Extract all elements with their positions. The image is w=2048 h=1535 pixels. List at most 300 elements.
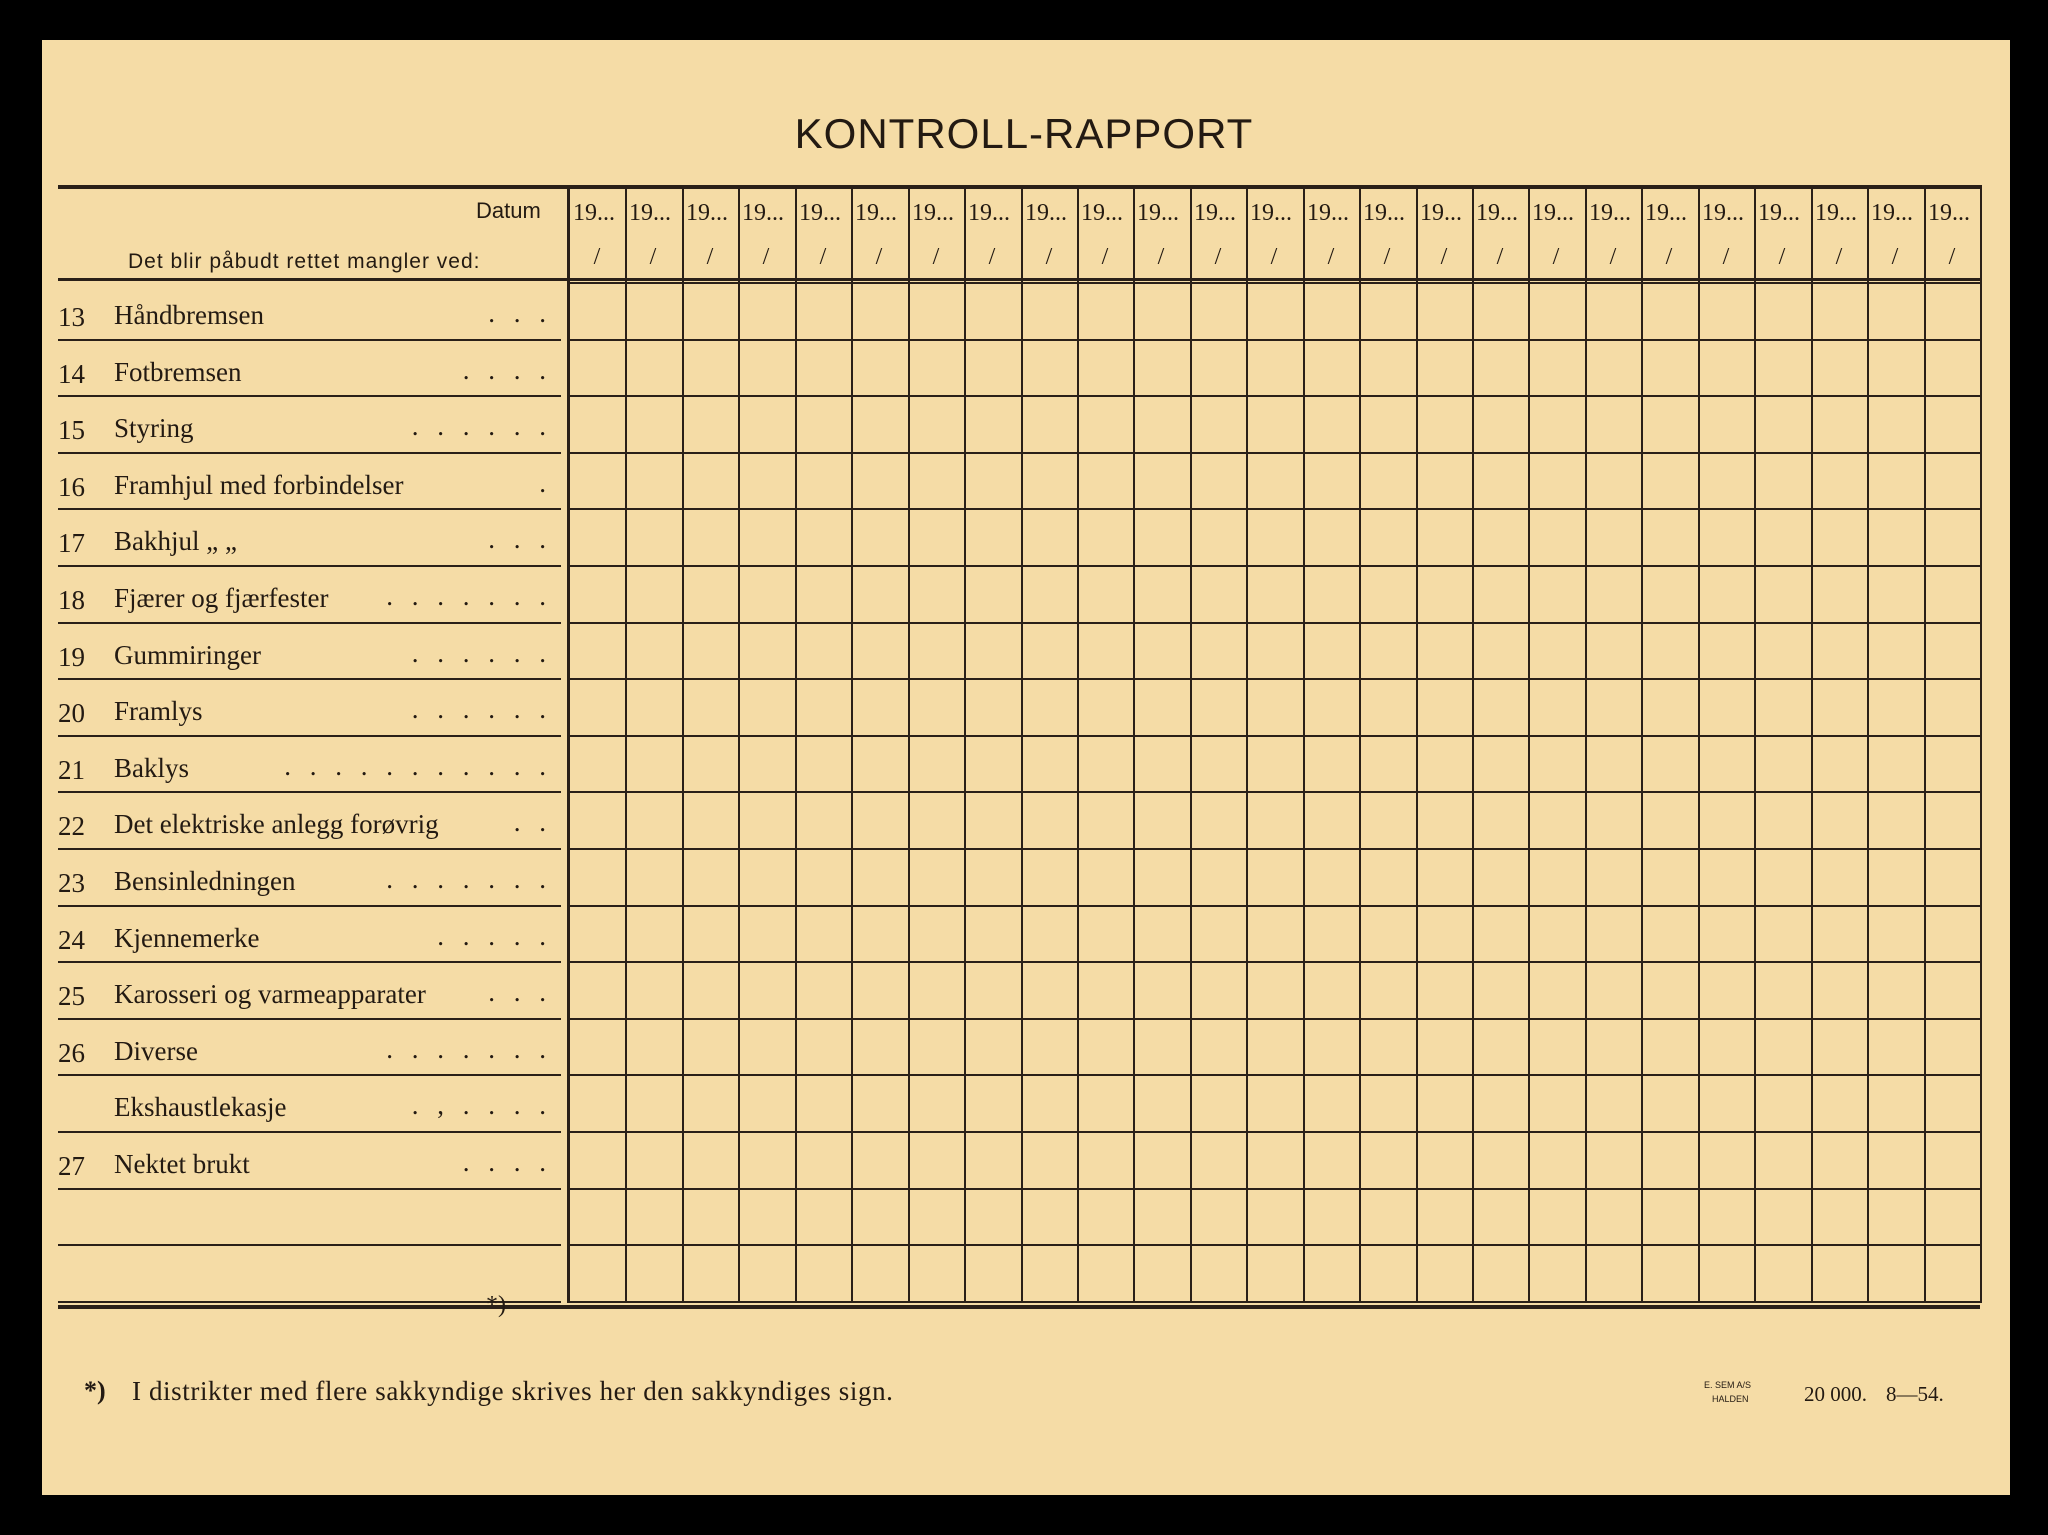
inspection-cell[interactable] <box>1193 795 1243 846</box>
inspection-cell[interactable] <box>1814 1248 1864 1299</box>
inspection-cell[interactable] <box>741 399 791 450</box>
inspection-cell[interactable] <box>1870 682 1920 733</box>
inspection-cell[interactable] <box>1701 343 1751 394</box>
inspection-cell[interactable] <box>572 626 622 677</box>
inspection-cell[interactable] <box>1701 512 1751 563</box>
inspection-cell[interactable] <box>1136 456 1186 507</box>
inspection-cell[interactable] <box>1701 1078 1751 1129</box>
inspection-cell[interactable] <box>1814 1135 1864 1186</box>
inspection-cell[interactable] <box>798 286 848 337</box>
inspection-cell[interactable] <box>1249 456 1299 507</box>
inspection-cell[interactable] <box>572 1078 622 1129</box>
inspection-cell[interactable] <box>798 456 848 507</box>
inspection-cell[interactable] <box>1870 965 1920 1016</box>
inspection-cell[interactable] <box>572 795 622 846</box>
inspection-cell[interactable] <box>967 456 1017 507</box>
inspection-cell[interactable] <box>1306 1135 1356 1186</box>
inspection-cell[interactable] <box>1644 682 1694 733</box>
inspection-cell[interactable] <box>1136 1135 1186 1186</box>
inspection-cell[interactable] <box>1814 569 1864 620</box>
inspection-cell[interactable] <box>1644 909 1694 960</box>
inspection-cell[interactable] <box>1531 852 1581 903</box>
inspection-cell[interactable] <box>1701 1135 1751 1186</box>
inspection-cell[interactable] <box>1927 1192 1977 1243</box>
inspection-cell[interactable] <box>1193 682 1243 733</box>
inspection-cell[interactable] <box>1927 1135 1977 1186</box>
inspection-cell[interactable] <box>1136 909 1186 960</box>
inspection-cell[interactable] <box>1080 626 1130 677</box>
inspection-cell[interactable] <box>1193 512 1243 563</box>
inspection-cell[interactable] <box>1024 795 1074 846</box>
inspection-cell[interactable] <box>1644 1078 1694 1129</box>
inspection-cell[interactable] <box>1870 1078 1920 1129</box>
inspection-cell[interactable] <box>798 795 848 846</box>
inspection-cell[interactable] <box>1870 739 1920 790</box>
inspection-cell[interactable] <box>1757 1022 1807 1073</box>
inspection-cell[interactable] <box>1588 569 1638 620</box>
inspection-cell[interactable] <box>854 1192 904 1243</box>
inspection-cell[interactable] <box>1136 343 1186 394</box>
inspection-cell[interactable] <box>1249 1078 1299 1129</box>
inspection-cell[interactable] <box>1644 852 1694 903</box>
inspection-cell[interactable] <box>1814 399 1864 450</box>
inspection-cell[interactable] <box>1531 739 1581 790</box>
inspection-cell[interactable] <box>1870 626 1920 677</box>
inspection-cell[interactable] <box>798 626 848 677</box>
inspection-cell[interactable] <box>741 1248 791 1299</box>
inspection-cell[interactable] <box>741 852 791 903</box>
inspection-cell[interactable] <box>1927 852 1977 903</box>
inspection-cell[interactable] <box>854 1022 904 1073</box>
inspection-cell[interactable] <box>1362 1248 1412 1299</box>
inspection-cell[interactable] <box>1362 456 1412 507</box>
inspection-cell[interactable] <box>1757 569 1807 620</box>
inspection-cell[interactable] <box>1475 456 1525 507</box>
inspection-cell[interactable] <box>1419 1192 1469 1243</box>
inspection-cell[interactable] <box>685 739 735 790</box>
inspection-cell[interactable] <box>572 739 622 790</box>
inspection-cell[interactable] <box>1644 965 1694 1016</box>
inspection-cell[interactable] <box>1588 512 1638 563</box>
inspection-cell[interactable] <box>911 909 961 960</box>
inspection-cell[interactable] <box>1475 852 1525 903</box>
inspection-cell[interactable] <box>1136 852 1186 903</box>
inspection-cell[interactable] <box>1475 739 1525 790</box>
inspection-cell[interactable] <box>1024 852 1074 903</box>
inspection-cell[interactable] <box>685 909 735 960</box>
inspection-cell[interactable] <box>967 1192 1017 1243</box>
inspection-cell[interactable] <box>741 1022 791 1073</box>
inspection-cell[interactable] <box>1814 1078 1864 1129</box>
inspection-cell[interactable] <box>741 739 791 790</box>
inspection-cell[interactable] <box>1362 965 1412 1016</box>
inspection-cell[interactable] <box>628 626 678 677</box>
inspection-cell[interactable] <box>911 1135 961 1186</box>
inspection-cell[interactable] <box>1193 852 1243 903</box>
inspection-cell[interactable] <box>1588 739 1638 790</box>
inspection-cell[interactable] <box>1927 343 1977 394</box>
inspection-cell[interactable] <box>1306 1078 1356 1129</box>
inspection-cell[interactable] <box>628 965 678 1016</box>
inspection-cell[interactable] <box>685 512 735 563</box>
inspection-cell[interactable] <box>1080 512 1130 563</box>
inspection-cell[interactable] <box>1193 343 1243 394</box>
inspection-cell[interactable] <box>572 1248 622 1299</box>
inspection-cell[interactable] <box>911 456 961 507</box>
inspection-cell[interactable] <box>1757 852 1807 903</box>
inspection-cell[interactable] <box>1362 682 1412 733</box>
inspection-cell[interactable] <box>1814 343 1864 394</box>
inspection-cell[interactable] <box>1644 286 1694 337</box>
inspection-cell[interactable] <box>628 399 678 450</box>
inspection-cell[interactable] <box>1306 399 1356 450</box>
inspection-cell[interactable] <box>1588 909 1638 960</box>
inspection-cell[interactable] <box>1475 682 1525 733</box>
inspection-cell[interactable] <box>1024 569 1074 620</box>
inspection-cell[interactable] <box>1080 852 1130 903</box>
inspection-cell[interactable] <box>628 1192 678 1243</box>
inspection-cell[interactable] <box>1306 512 1356 563</box>
inspection-cell[interactable] <box>1870 399 1920 450</box>
inspection-cell[interactable] <box>741 795 791 846</box>
inspection-cell[interactable] <box>798 569 848 620</box>
inspection-cell[interactable] <box>1814 852 1864 903</box>
inspection-cell[interactable] <box>1757 1192 1807 1243</box>
inspection-cell[interactable] <box>1927 682 1977 733</box>
inspection-cell[interactable] <box>1644 343 1694 394</box>
inspection-cell[interactable] <box>628 682 678 733</box>
inspection-cell[interactable] <box>628 739 678 790</box>
inspection-cell[interactable] <box>685 795 735 846</box>
inspection-cell[interactable] <box>685 682 735 733</box>
inspection-cell[interactable] <box>1588 1135 1638 1186</box>
inspection-cell[interactable] <box>1249 1135 1299 1186</box>
inspection-cell[interactable] <box>1080 399 1130 450</box>
inspection-cell[interactable] <box>1757 682 1807 733</box>
inspection-cell[interactable] <box>1870 852 1920 903</box>
inspection-cell[interactable] <box>1644 795 1694 846</box>
inspection-cell[interactable] <box>1475 399 1525 450</box>
inspection-cell[interactable] <box>628 1078 678 1129</box>
inspection-cell[interactable] <box>572 456 622 507</box>
inspection-cell[interactable] <box>1249 569 1299 620</box>
inspection-cell[interactable] <box>1080 1078 1130 1129</box>
inspection-cell[interactable] <box>1419 343 1469 394</box>
inspection-cell[interactable] <box>1531 1192 1581 1243</box>
inspection-cell[interactable] <box>1306 569 1356 620</box>
inspection-cell[interactable] <box>1870 1135 1920 1186</box>
inspection-cell[interactable] <box>911 512 961 563</box>
inspection-cell[interactable] <box>1588 1248 1638 1299</box>
inspection-cell[interactable] <box>1024 626 1074 677</box>
inspection-cell[interactable] <box>741 343 791 394</box>
inspection-cell[interactable] <box>1870 1192 1920 1243</box>
inspection-cell[interactable] <box>1306 1248 1356 1299</box>
inspection-cell[interactable] <box>1927 1022 1977 1073</box>
inspection-cell[interactable] <box>741 286 791 337</box>
inspection-cell[interactable] <box>1419 1248 1469 1299</box>
inspection-cell[interactable] <box>1927 512 1977 563</box>
inspection-cell[interactable] <box>1362 795 1412 846</box>
inspection-cell[interactable] <box>1757 1135 1807 1186</box>
inspection-cell[interactable] <box>854 456 904 507</box>
inspection-cell[interactable] <box>1701 399 1751 450</box>
inspection-cell[interactable] <box>1927 1248 1977 1299</box>
inspection-cell[interactable] <box>1870 1022 1920 1073</box>
inspection-cell[interactable] <box>1701 626 1751 677</box>
inspection-cell[interactable] <box>1927 399 1977 450</box>
inspection-cell[interactable] <box>911 626 961 677</box>
inspection-cell[interactable] <box>1701 852 1751 903</box>
inspection-cell[interactable] <box>1870 569 1920 620</box>
inspection-cell[interactable] <box>967 1022 1017 1073</box>
inspection-cell[interactable] <box>911 795 961 846</box>
inspection-cell[interactable] <box>1193 1192 1243 1243</box>
inspection-cell[interactable] <box>1080 795 1130 846</box>
inspection-cell[interactable] <box>1362 1022 1412 1073</box>
inspection-cell[interactable] <box>1419 626 1469 677</box>
inspection-cell[interactable] <box>1024 1248 1074 1299</box>
inspection-cell[interactable] <box>1080 456 1130 507</box>
inspection-cell[interactable] <box>1927 739 1977 790</box>
inspection-cell[interactable] <box>1757 965 1807 1016</box>
inspection-cell[interactable] <box>1814 682 1864 733</box>
inspection-cell[interactable] <box>1870 286 1920 337</box>
inspection-cell[interactable] <box>911 569 961 620</box>
inspection-cell[interactable] <box>628 1248 678 1299</box>
inspection-cell[interactable] <box>911 739 961 790</box>
inspection-cell[interactable] <box>1362 569 1412 620</box>
inspection-cell[interactable] <box>1136 682 1186 733</box>
inspection-cell[interactable] <box>1249 795 1299 846</box>
inspection-cell[interactable] <box>1870 795 1920 846</box>
inspection-cell[interactable] <box>1531 343 1581 394</box>
inspection-cell[interactable] <box>1701 909 1751 960</box>
inspection-cell[interactable] <box>1757 286 1807 337</box>
inspection-cell[interactable] <box>798 965 848 1016</box>
inspection-cell[interactable] <box>1927 909 1977 960</box>
inspection-cell[interactable] <box>1757 795 1807 846</box>
inspection-cell[interactable] <box>1306 909 1356 960</box>
inspection-cell[interactable] <box>685 1078 735 1129</box>
inspection-cell[interactable] <box>685 1135 735 1186</box>
inspection-cell[interactable] <box>1588 399 1638 450</box>
inspection-cell[interactable] <box>628 286 678 337</box>
inspection-cell[interactable] <box>1306 795 1356 846</box>
inspection-cell[interactable] <box>628 909 678 960</box>
inspection-cell[interactable] <box>911 343 961 394</box>
inspection-cell[interactable] <box>798 739 848 790</box>
inspection-cell[interactable] <box>1306 626 1356 677</box>
inspection-cell[interactable] <box>1757 343 1807 394</box>
inspection-cell[interactable] <box>1588 456 1638 507</box>
inspection-cell[interactable] <box>1814 626 1864 677</box>
inspection-cell[interactable] <box>1814 1192 1864 1243</box>
inspection-cell[interactable] <box>741 1135 791 1186</box>
inspection-cell[interactable] <box>1814 909 1864 960</box>
inspection-cell[interactable] <box>572 286 622 337</box>
inspection-cell[interactable] <box>1475 1248 1525 1299</box>
inspection-cell[interactable] <box>1193 456 1243 507</box>
inspection-cell[interactable] <box>1362 739 1412 790</box>
inspection-cell[interactable] <box>854 965 904 1016</box>
inspection-cell[interactable] <box>1419 456 1469 507</box>
inspection-cell[interactable] <box>854 343 904 394</box>
inspection-cell[interactable] <box>685 399 735 450</box>
inspection-cell[interactable] <box>1080 909 1130 960</box>
inspection-cell[interactable] <box>1757 399 1807 450</box>
inspection-cell[interactable] <box>1475 1078 1525 1129</box>
inspection-cell[interactable] <box>1136 626 1186 677</box>
inspection-cell[interactable] <box>1419 1022 1469 1073</box>
inspection-cell[interactable] <box>1024 1192 1074 1243</box>
inspection-cell[interactable] <box>1757 512 1807 563</box>
inspection-cell[interactable] <box>1136 1248 1186 1299</box>
inspection-cell[interactable] <box>1531 456 1581 507</box>
inspection-cell[interactable] <box>1080 343 1130 394</box>
inspection-cell[interactable] <box>1249 852 1299 903</box>
inspection-cell[interactable] <box>1814 739 1864 790</box>
inspection-cell[interactable] <box>572 399 622 450</box>
inspection-cell[interactable] <box>967 1078 1017 1129</box>
inspection-cell[interactable] <box>1080 1192 1130 1243</box>
inspection-cell[interactable] <box>1306 456 1356 507</box>
inspection-cell[interactable] <box>1927 286 1977 337</box>
inspection-cell[interactable] <box>911 1022 961 1073</box>
inspection-cell[interactable] <box>967 852 1017 903</box>
inspection-cell[interactable] <box>1419 286 1469 337</box>
inspection-cell[interactable] <box>1644 1135 1694 1186</box>
inspection-cell[interactable] <box>1193 1135 1243 1186</box>
inspection-cell[interactable] <box>685 1192 735 1243</box>
inspection-cell[interactable] <box>1306 343 1356 394</box>
inspection-cell[interactable] <box>798 852 848 903</box>
inspection-cell[interactable] <box>854 1078 904 1129</box>
inspection-cell[interactable] <box>741 456 791 507</box>
inspection-cell[interactable] <box>1362 512 1412 563</box>
inspection-cell[interactable] <box>1870 343 1920 394</box>
inspection-cell[interactable] <box>1701 682 1751 733</box>
inspection-cell[interactable] <box>967 1248 1017 1299</box>
inspection-cell[interactable] <box>1475 1022 1525 1073</box>
inspection-cell[interactable] <box>1362 343 1412 394</box>
inspection-cell[interactable] <box>1588 852 1638 903</box>
inspection-cell[interactable] <box>572 682 622 733</box>
inspection-cell[interactable] <box>1531 1022 1581 1073</box>
inspection-cell[interactable] <box>911 286 961 337</box>
inspection-cell[interactable] <box>628 1022 678 1073</box>
inspection-cell[interactable] <box>1927 456 1977 507</box>
inspection-cell[interactable] <box>1136 569 1186 620</box>
inspection-cell[interactable] <box>1193 909 1243 960</box>
inspection-cell[interactable] <box>572 512 622 563</box>
inspection-cell[interactable] <box>854 626 904 677</box>
inspection-cell[interactable] <box>572 343 622 394</box>
inspection-cell[interactable] <box>1814 1022 1864 1073</box>
inspection-cell[interactable] <box>1193 965 1243 1016</box>
inspection-cell[interactable] <box>967 739 1017 790</box>
inspection-cell[interactable] <box>798 909 848 960</box>
inspection-cell[interactable] <box>1136 286 1186 337</box>
inspection-cell[interactable] <box>967 626 1017 677</box>
inspection-cell[interactable] <box>1475 343 1525 394</box>
inspection-cell[interactable] <box>1136 512 1186 563</box>
inspection-cell[interactable] <box>1419 512 1469 563</box>
inspection-cell[interactable] <box>1362 909 1412 960</box>
inspection-cell[interactable] <box>1024 343 1074 394</box>
inspection-cell[interactable] <box>854 852 904 903</box>
inspection-cell[interactable] <box>1193 1078 1243 1129</box>
inspection-cell[interactable] <box>1136 399 1186 450</box>
inspection-cell[interactable] <box>1080 1135 1130 1186</box>
inspection-cell[interactable] <box>1757 1078 1807 1129</box>
inspection-cell[interactable] <box>967 1135 1017 1186</box>
inspection-cell[interactable] <box>1249 286 1299 337</box>
inspection-cell[interactable] <box>572 1192 622 1243</box>
inspection-cell[interactable] <box>1531 286 1581 337</box>
inspection-cell[interactable] <box>798 512 848 563</box>
inspection-cell[interactable] <box>854 1135 904 1186</box>
inspection-cell[interactable] <box>1531 512 1581 563</box>
inspection-cell[interactable] <box>1588 626 1638 677</box>
inspection-cell[interactable] <box>685 626 735 677</box>
inspection-cell[interactable] <box>1588 286 1638 337</box>
inspection-cell[interactable] <box>911 852 961 903</box>
inspection-cell[interactable] <box>1419 1135 1469 1186</box>
inspection-cell[interactable] <box>1644 512 1694 563</box>
inspection-cell[interactable] <box>1136 1022 1186 1073</box>
inspection-cell[interactable] <box>798 399 848 450</box>
inspection-cell[interactable] <box>628 343 678 394</box>
inspection-cell[interactable] <box>967 965 1017 1016</box>
inspection-cell[interactable] <box>572 1022 622 1073</box>
inspection-cell[interactable] <box>1588 1022 1638 1073</box>
inspection-cell[interactable] <box>1024 909 1074 960</box>
inspection-cell[interactable] <box>1249 626 1299 677</box>
inspection-cell[interactable] <box>854 682 904 733</box>
inspection-cell[interactable] <box>572 965 622 1016</box>
inspection-cell[interactable] <box>1193 286 1243 337</box>
inspection-cell[interactable] <box>1362 286 1412 337</box>
inspection-cell[interactable] <box>1757 456 1807 507</box>
inspection-cell[interactable] <box>1193 739 1243 790</box>
inspection-cell[interactable] <box>1644 1192 1694 1243</box>
inspection-cell[interactable] <box>1419 909 1469 960</box>
inspection-cell[interactable] <box>798 1248 848 1299</box>
inspection-cell[interactable] <box>1644 739 1694 790</box>
inspection-cell[interactable] <box>1588 682 1638 733</box>
inspection-cell[interactable] <box>1531 399 1581 450</box>
inspection-cell[interactable] <box>1193 626 1243 677</box>
inspection-cell[interactable] <box>1531 1135 1581 1186</box>
inspection-cell[interactable] <box>741 512 791 563</box>
inspection-cell[interactable] <box>854 569 904 620</box>
inspection-cell[interactable] <box>911 682 961 733</box>
inspection-cell[interactable] <box>1249 965 1299 1016</box>
inspection-cell[interactable] <box>1024 965 1074 1016</box>
inspection-cell[interactable] <box>1475 909 1525 960</box>
inspection-cell[interactable] <box>1814 286 1864 337</box>
inspection-cell[interactable] <box>798 682 848 733</box>
inspection-cell[interactable] <box>1588 343 1638 394</box>
inspection-cell[interactable] <box>1757 626 1807 677</box>
inspection-cell[interactable] <box>1249 399 1299 450</box>
inspection-cell[interactable] <box>911 1192 961 1243</box>
inspection-cell[interactable] <box>1701 739 1751 790</box>
inspection-cell[interactable] <box>911 1078 961 1129</box>
inspection-cell[interactable] <box>1136 795 1186 846</box>
inspection-cell[interactable] <box>1531 965 1581 1016</box>
